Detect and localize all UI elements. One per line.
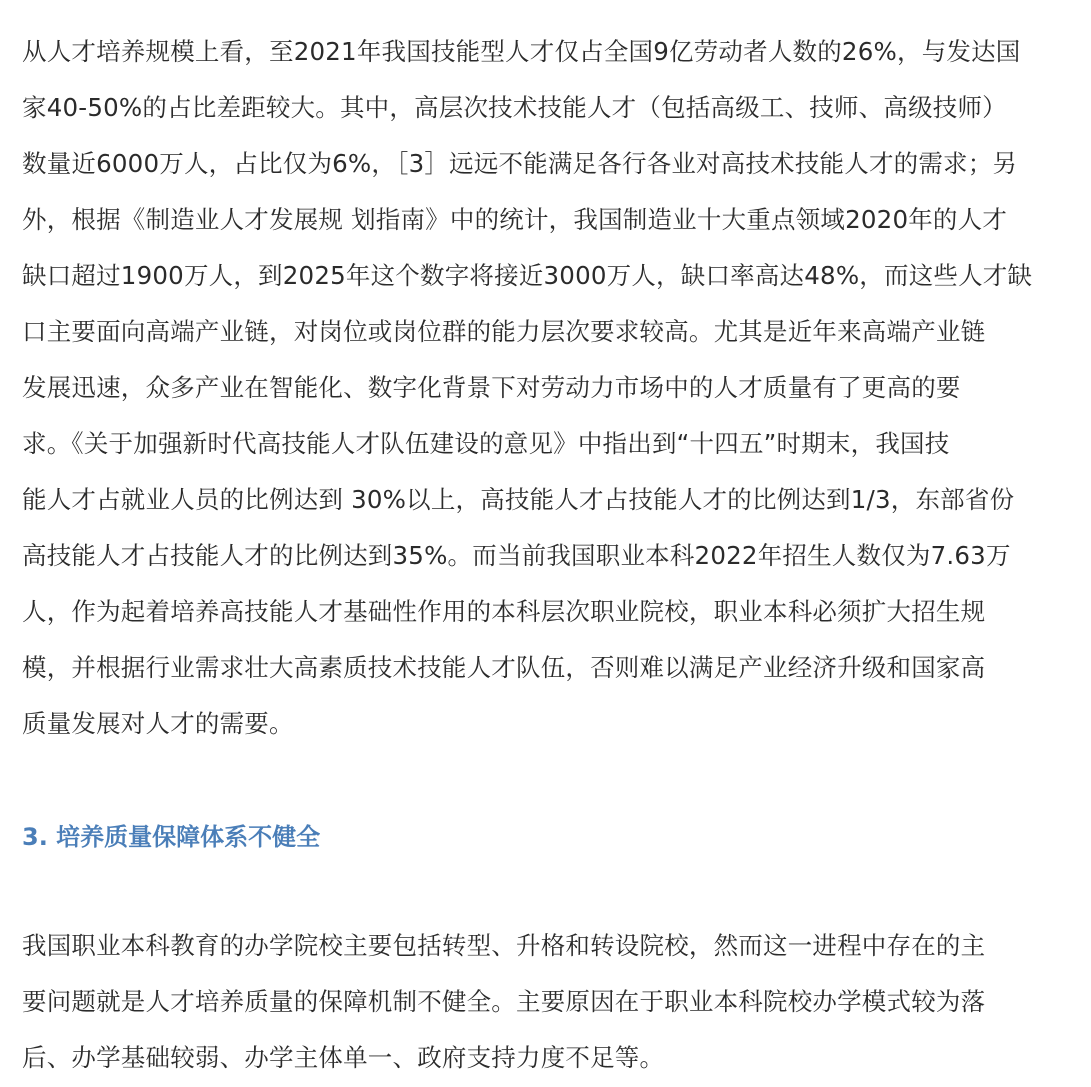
paragraph-line: 我国职业本科教育的办学院校主要包括转型、升格和转设院校，然而这一进程中存在的主 (22, 931, 986, 960)
paragraph-line: 求。《关于加强新时代高技能人才队伍建设的意见》中指出到“十四五”时期末，我国技 (22, 429, 950, 458)
paragraph-quality-assurance (22, 918, 985, 1086)
paragraph-line: 人，作为起着培养高技能人才基础性作用的本科层次职业院校，职业本科必须扩大招生规 (22, 597, 986, 626)
paragraph-line: 口主要面向高端产业链，对岗位或岗位群的能力层次要求较高。尤其是近年来高端产业链 (22, 317, 986, 346)
paragraph-line: 高技能人才占技能人才的比例达到35%。而当前我国职业本科2022年招生人数仅为7.63万 (22, 541, 1011, 570)
paragraph-line: 数量近6000万人，占比仅为6%，［3］远远不能满足各行各业对高技术技能人才的需求；另 (22, 149, 1018, 178)
paragraph-line: 模，并根据行业需求壮大高素质技术技能人才队伍，否则难以满足产业经济升级和国家高 (22, 653, 986, 682)
paragraph-line: 发展迅速，众多产业在智能化、数字化背景下对劳动力市场中的人才质量有了更高的要 (22, 373, 961, 402)
paragraph-line: 后、办学基础较弱、办学主体单一、政府支持力度不足等。 (22, 1043, 665, 1072)
paragraph-talent-scale (22, 24, 1032, 752)
paragraph-line: 家40-50%的占比差距较大。其中，高层次技术技能人才（包括高级工、技师、高级技师） (22, 93, 1007, 122)
paragraph-line: 外，根据《制造业人才发展规 划指南》中的统计，我国制造业十大重点领域2020年的人才 (22, 205, 1008, 234)
section-heading: 3. 培养质量保障体系不健全 (22, 823, 321, 851)
paragraph-line: 质量发展对人才的需要。 (22, 709, 294, 738)
paragraph-line: 能人才占就业人员的比例达到 30%以上，高技能人才占技能人才的比例达到1/3，东部省份 (22, 485, 1015, 514)
paragraph-line: 从人才培养规模上看，至2021年我国技能型人才仅占全国9亿劳动者人数的26%，与发达国 (22, 37, 1021, 66)
paragraph-line: 要问题就是人才培养质量的保障机制不健全。主要原因在于职业本科院校办学模式较为落 (22, 987, 986, 1016)
paragraph-line: 缺口超过1900万人，到2025年这个数字将接近3000万人，缺口率高达48%，而这些人才缺 (22, 261, 1033, 290)
